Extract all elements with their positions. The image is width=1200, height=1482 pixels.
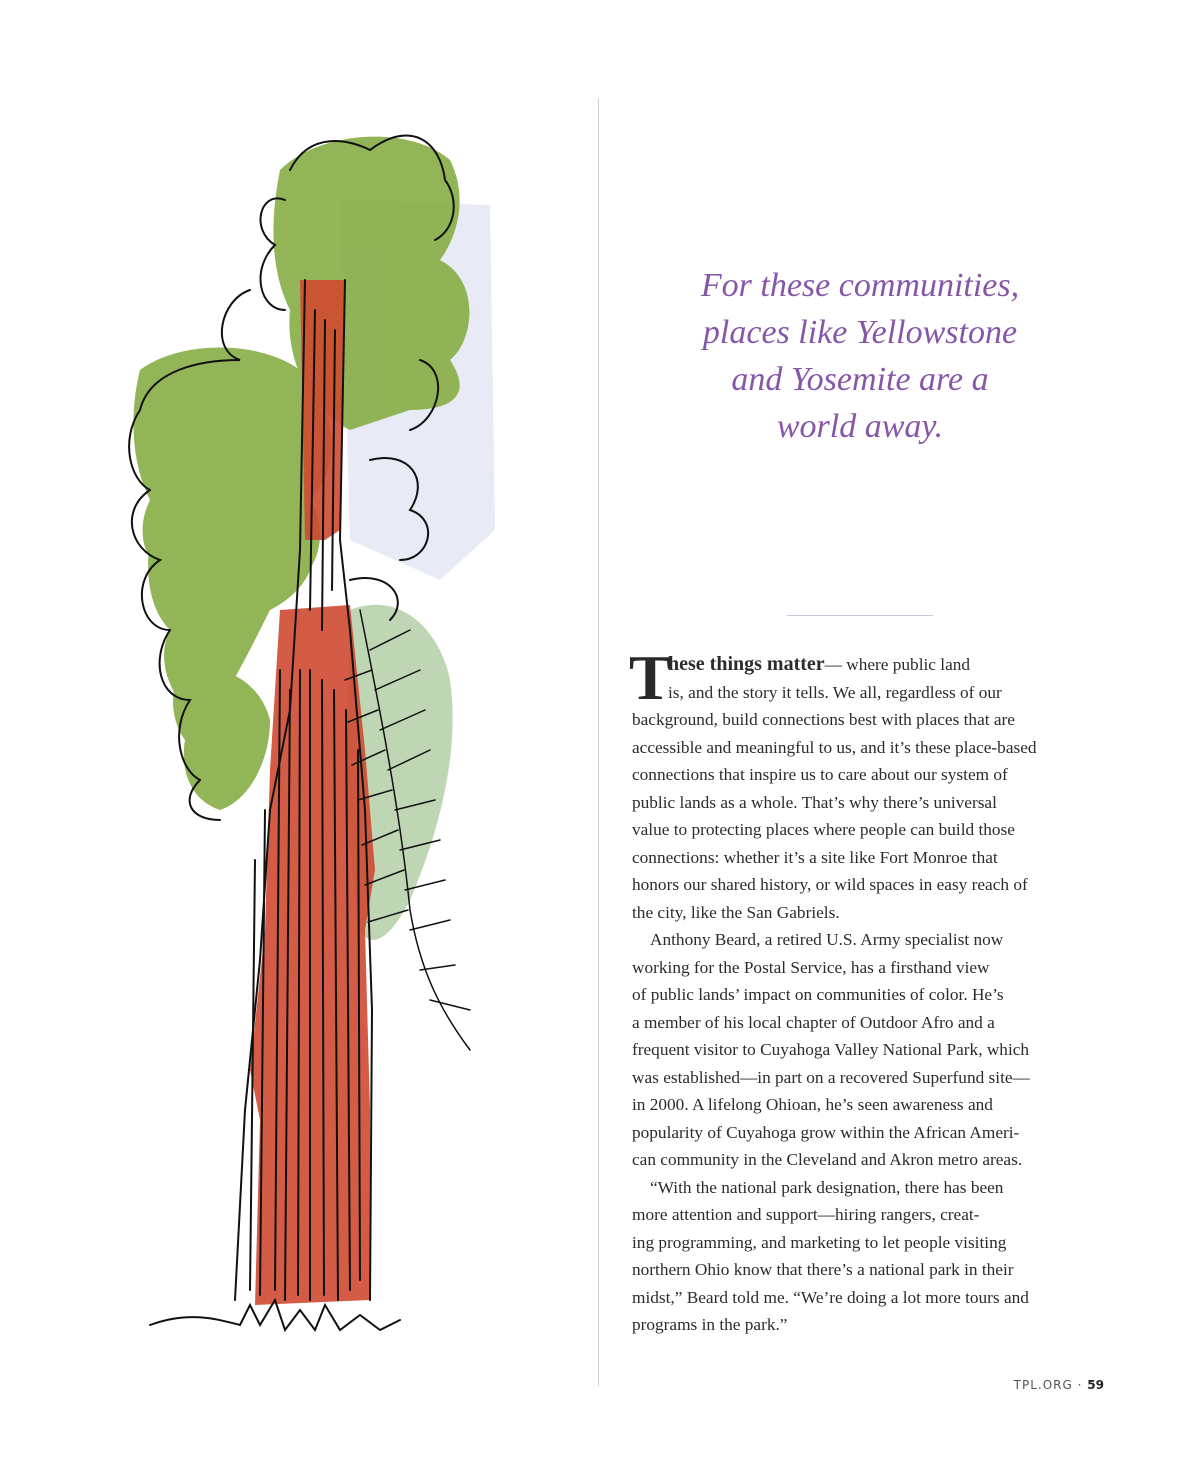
sequoia-tree-illustration [110,110,510,1370]
pull-quote-line: and Yosemite are a [731,361,989,398]
article-line: public lands as a whole. That’s why there’s universal [632,792,997,812]
article-line: honors our shared history, or wild spaces in easy reach of [632,875,1028,894]
article-line: accessible and meaningful to us, and it’s these place-based [632,737,1037,757]
article-line: background, build connections best with places that are [632,710,1015,729]
drop-cap: T [629,642,672,713]
lead-in-bold: hese things matter [668,653,825,675]
article-line: value to protecting places where people can build those [632,820,1015,839]
column-divider [598,98,599,1386]
article-line: the city, like the San Gabriels. [632,902,840,922]
article-line: ing programming, and marketing to let people visiting [632,1232,1007,1252]
article-line: more attention and support—hiring rangers, creat- [632,1205,980,1224]
article-line: Anthony Beard, a retired U.S. Army specialist now [650,930,1004,949]
article-line-text: — where public land [824,655,971,674]
pull-quote-divider [787,615,933,616]
article-line: connections: whether it’s a site like Fort Monroe that [632,847,998,867]
article-body [629,642,1102,1339]
page-footer [1014,1378,1104,1392]
pull-quote-line: places like Yellowstone [702,314,1018,351]
article-line: popularity of Cuyahoga grow within the African Ameri- [632,1122,1020,1142]
footer-site: TPL.ORG [1013,1378,1073,1392]
page-number: 59 [1087,1378,1104,1392]
article-line: was established—in part on a recovered Superfund site— [632,1067,1030,1087]
article-line: a member of his local chapter of Outdoor Afro and a [632,1012,995,1032]
article-line [632,651,1102,679]
article-line: frequent visitor to Cuyahoga Valley National Park, which [632,1040,1030,1059]
article-line: “With the national park designation, there has been [650,1177,1004,1197]
article-line: working for the Postal Service, has a firsthand view [632,957,990,977]
article-line: of public lands’ impact on communities of color. He’s [632,985,1004,1004]
article-line: programs in the park.” [632,1315,788,1334]
article-line: midst,” Beard told me. “We’re doing a lot more tours and [632,1287,1029,1307]
footer-separator: · [1077,1378,1083,1392]
article-line: is, and the story it tells. We all, regardless of our [668,682,1002,702]
pull-quote-line: world away. [776,408,944,445]
article-line: connections that inspire us to care about our system of [632,765,1008,784]
article-line: can community in the Cleveland and Akron metro areas. [632,1150,1023,1169]
pull-quote-line: For these communities, [700,267,1020,304]
article-line: in 2000. A lifelong Ohioan, he’s seen awareness and [632,1095,993,1114]
pull-quote [640,262,1080,450]
article-line: northern Ohio know that there’s a national park in their [632,1260,1014,1279]
